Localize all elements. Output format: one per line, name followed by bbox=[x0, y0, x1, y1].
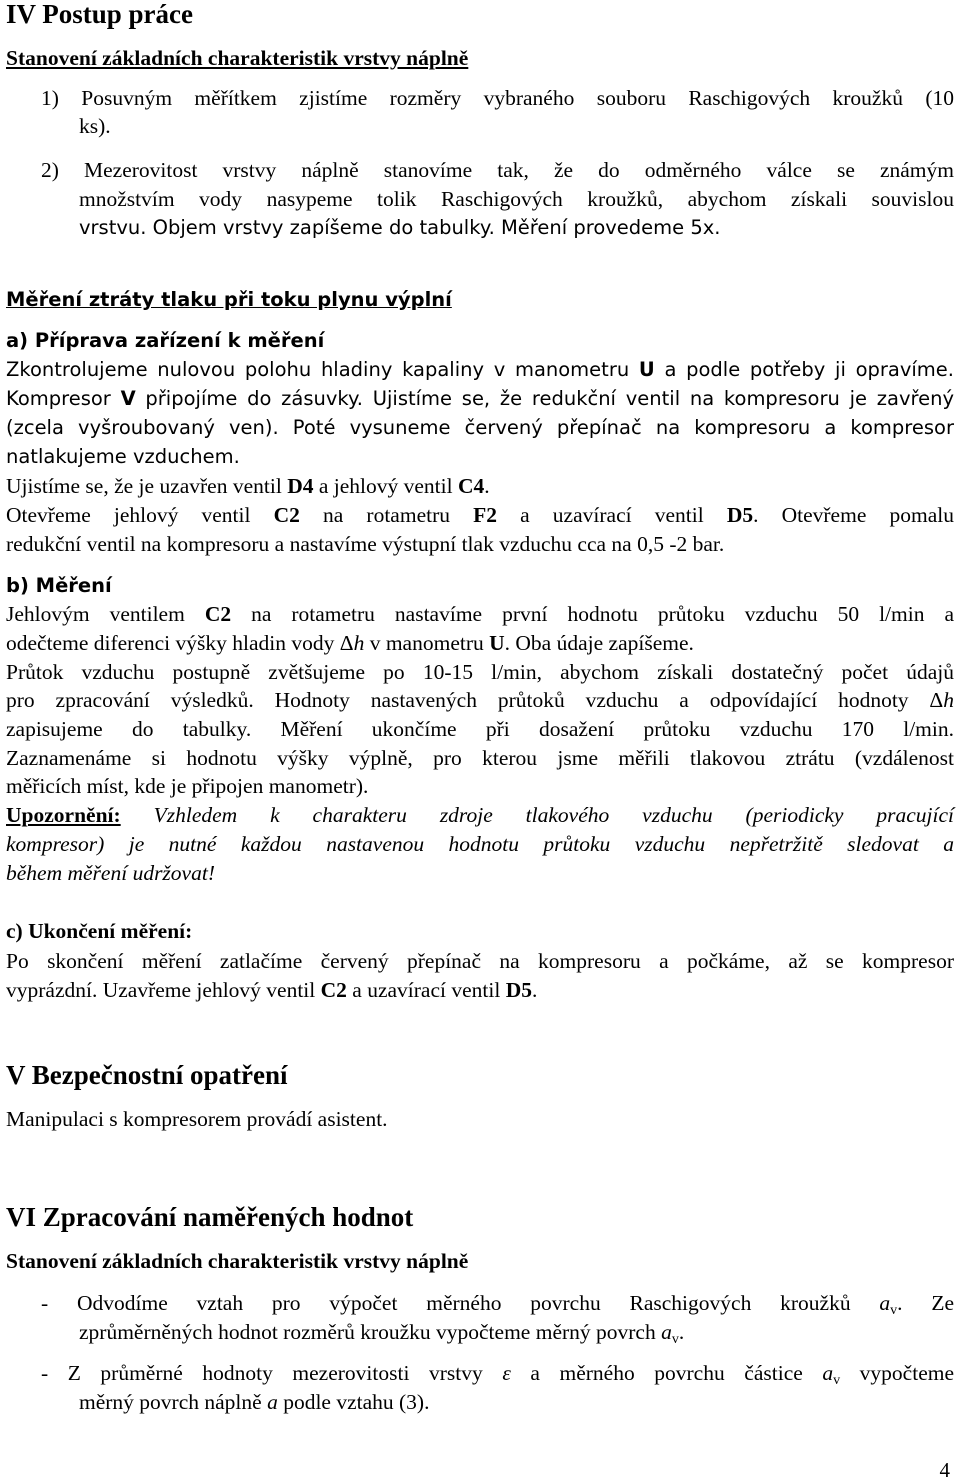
step-a-line-7: redukční ventil na kompresoru a nastavíme výstupní tlak vzduchu cca na 0,5 -2 bar. bbox=[6, 532, 725, 556]
text: podle vztahu (3). bbox=[277, 1390, 430, 1414]
text: - Z průměrné hodnoty mezerovitosti vrstvy bbox=[41, 1361, 503, 1385]
subheading-pressure-loss: Měření ztráty tlaku při toku plynu výplní bbox=[6, 288, 452, 311]
valve-c4: C4 bbox=[457, 474, 485, 498]
var-h: h bbox=[353, 631, 365, 655]
list-item-2-line-2: množstvím vody nasypeme tolik Raschigových kroužků, abychom získali souvislou bbox=[79, 187, 954, 211]
text: odečteme diferenci výšky hladin vody bbox=[6, 631, 340, 655]
step-a-line-4: natlakujeme vzduchem. bbox=[6, 445, 240, 468]
valve-d4: D4 bbox=[287, 474, 314, 498]
text: na rotametru nastavíme první hodnotu průtoku vzduchu 50 l/min a bbox=[231, 602, 954, 626]
text: zprůměrněných hodnot rozměrů kroužku vypočteme měrný povrch bbox=[79, 1320, 662, 1344]
delta-symbol: Δ bbox=[339, 631, 354, 655]
step-c-heading: c) Ukončení měření: bbox=[6, 919, 193, 943]
var-a: a bbox=[267, 1390, 278, 1414]
section-heading-v: V Bezpečnostní opatření bbox=[6, 1060, 288, 1090]
text: pro zpracování výsledků. Hodnoty nastavených průtoků vzduchu a odpovídající hodnoty bbox=[6, 688, 930, 712]
text: a uzavírací ventil bbox=[346, 978, 506, 1002]
list-item-2-line-3: vrstvu. Objem vrstvy zapíšeme do tabulky. Měření provedeme 5x. bbox=[79, 216, 721, 239]
compressor-v: V bbox=[120, 387, 136, 410]
text: připojíme do zásuvky. Ujistíme se, že redukční ventil na kompresoru je zavřený bbox=[135, 387, 954, 410]
step-b-line-6: Zaznamenáme si hodnotu výšky výplně, pro kterou jsme měřili tlakovou ztrátu (vzdálenost bbox=[6, 746, 954, 770]
step-a-line-5 bbox=[6, 472, 954, 500]
warning-line-2: kompresor) je nutné každou nastavenou hodnotu průtoku vzduchu nepřetržitě sledovat a bbox=[6, 832, 954, 856]
text: - Odvodíme vztah pro výpočet měrného povrchu Raschigových kroužků bbox=[41, 1291, 880, 1315]
text: vyprázdní. Uzavřeme jehlový ventil bbox=[6, 978, 321, 1002]
valve-d5: D5 bbox=[726, 503, 754, 527]
text: a měrného povrchu částice bbox=[510, 1361, 823, 1385]
step-c-line-1: Po skončení měření zatlačíme červený přepínač na kompresoru a počkáme, až se kompresor bbox=[6, 949, 954, 973]
text: . bbox=[678, 1320, 685, 1344]
step-b-heading: b) Měření bbox=[6, 574, 112, 597]
manometer-u: U bbox=[638, 358, 655, 381]
step-a-line-3: (zcela vyšroubovaný ven). Poté vysuneme červený přepínač na kompresoru a kompresor bbox=[6, 416, 954, 439]
section-heading-vi: VI Zpracování naměřených hodnot bbox=[6, 1202, 414, 1232]
var-epsilon: ε bbox=[502, 1361, 511, 1385]
step-b-line-7: měřicích míst, kde je připojen manometr). bbox=[6, 774, 369, 798]
text: a uzavírací ventil bbox=[497, 503, 727, 527]
valve-d5: D5 bbox=[505, 978, 532, 1002]
section-heading-iv: IV Postup práce bbox=[6, 0, 194, 29]
var-a: a bbox=[822, 1361, 834, 1385]
text: měrný povrch náplně bbox=[79, 1390, 268, 1414]
safety-text: Manipulaci s kompresorem provádí asistent. bbox=[6, 1107, 388, 1131]
text: vypočteme bbox=[840, 1361, 955, 1385]
dash-item-2-line-2 bbox=[79, 1388, 954, 1416]
text: v manometru bbox=[364, 631, 490, 655]
manometer-u: U bbox=[489, 631, 505, 655]
text: . Oba údaje zapíšeme. bbox=[504, 631, 694, 655]
step-b-line-4 bbox=[6, 686, 954, 714]
var-a: a bbox=[661, 1320, 672, 1344]
var-h: h bbox=[943, 688, 954, 712]
text: a jehlový ventil bbox=[313, 474, 458, 498]
subheading-characteristics: Stanovení základních charakteristik vrstvy náplně bbox=[6, 46, 469, 70]
text: na rotametru bbox=[299, 503, 474, 527]
rotameter-f2: F2 bbox=[473, 503, 498, 527]
subscript-v: v bbox=[890, 1303, 898, 1318]
step-b-line-5: zapisujeme do tabulky. Měření ukončíme při dosažení průtoku vzduchu 170 l/min. bbox=[6, 717, 954, 741]
var-a: a bbox=[879, 1291, 891, 1315]
page-number: 4 bbox=[939, 1458, 950, 1482]
list-item-1-line-2: ks). bbox=[79, 114, 111, 138]
step-a-line-1 bbox=[6, 356, 954, 384]
text: Zkontrolujeme nulovou polohu hladiny kapaliny v manometru bbox=[6, 358, 639, 381]
subheading-characteristics-vi: Stanovení základních charakteristik vrstvy náplně bbox=[6, 1249, 469, 1273]
warning-line-3: během měření udržovat! bbox=[6, 861, 215, 885]
list-item-1-line-1: 1) Posuvným měřítkem zjistíme rozměry vybraného souboru Raschigových kroužků (10 bbox=[41, 86, 954, 110]
valve-c2: C2 bbox=[273, 503, 300, 527]
step-a-line-6 bbox=[6, 501, 954, 529]
valve-c2: C2 bbox=[320, 978, 347, 1002]
subscript-v: v bbox=[671, 1332, 679, 1347]
warning-label: Upozornění: bbox=[6, 803, 121, 827]
text: . Otevřeme pomalu bbox=[753, 503, 954, 527]
list-item-2-line-1: 2) Mezerovitost vrstvy náplně stanovíme tak, že do odměrného válce se známým bbox=[41, 158, 954, 182]
text: Otevřeme jehlový ventil bbox=[6, 503, 274, 527]
step-c-line-2 bbox=[6, 976, 954, 1004]
text: Kompresor bbox=[6, 387, 121, 410]
text: Jehlovým ventilem bbox=[6, 602, 205, 626]
text: . bbox=[484, 474, 490, 498]
step-b-line-2 bbox=[6, 629, 954, 657]
step-b-line-1 bbox=[6, 600, 954, 628]
text: Ujistíme se, že je uzavřen ventil bbox=[6, 474, 288, 498]
text: Vzhledem k charakteru zdroje tlakového vzduchu (periodicky pracující bbox=[120, 803, 954, 827]
text: . Ze bbox=[897, 1291, 954, 1315]
delta-symbol: Δ bbox=[929, 688, 944, 712]
subscript-v: v bbox=[833, 1373, 841, 1388]
step-a-line-2 bbox=[6, 385, 954, 413]
text: a podle potřeby ji opravíme. bbox=[654, 358, 954, 381]
dash-item-1-line-2 bbox=[79, 1318, 954, 1354]
step-b-line-3: Průtok vzduchu postupně zvětšujeme po 10-15 l/min, abychom získali dostatečný počet údajů bbox=[6, 660, 954, 684]
step-a-heading: a) Příprava zařízení k měření bbox=[6, 329, 325, 352]
valve-c2: C2 bbox=[204, 602, 232, 626]
text: . bbox=[532, 978, 538, 1002]
warning-line-1 bbox=[6, 801, 954, 829]
